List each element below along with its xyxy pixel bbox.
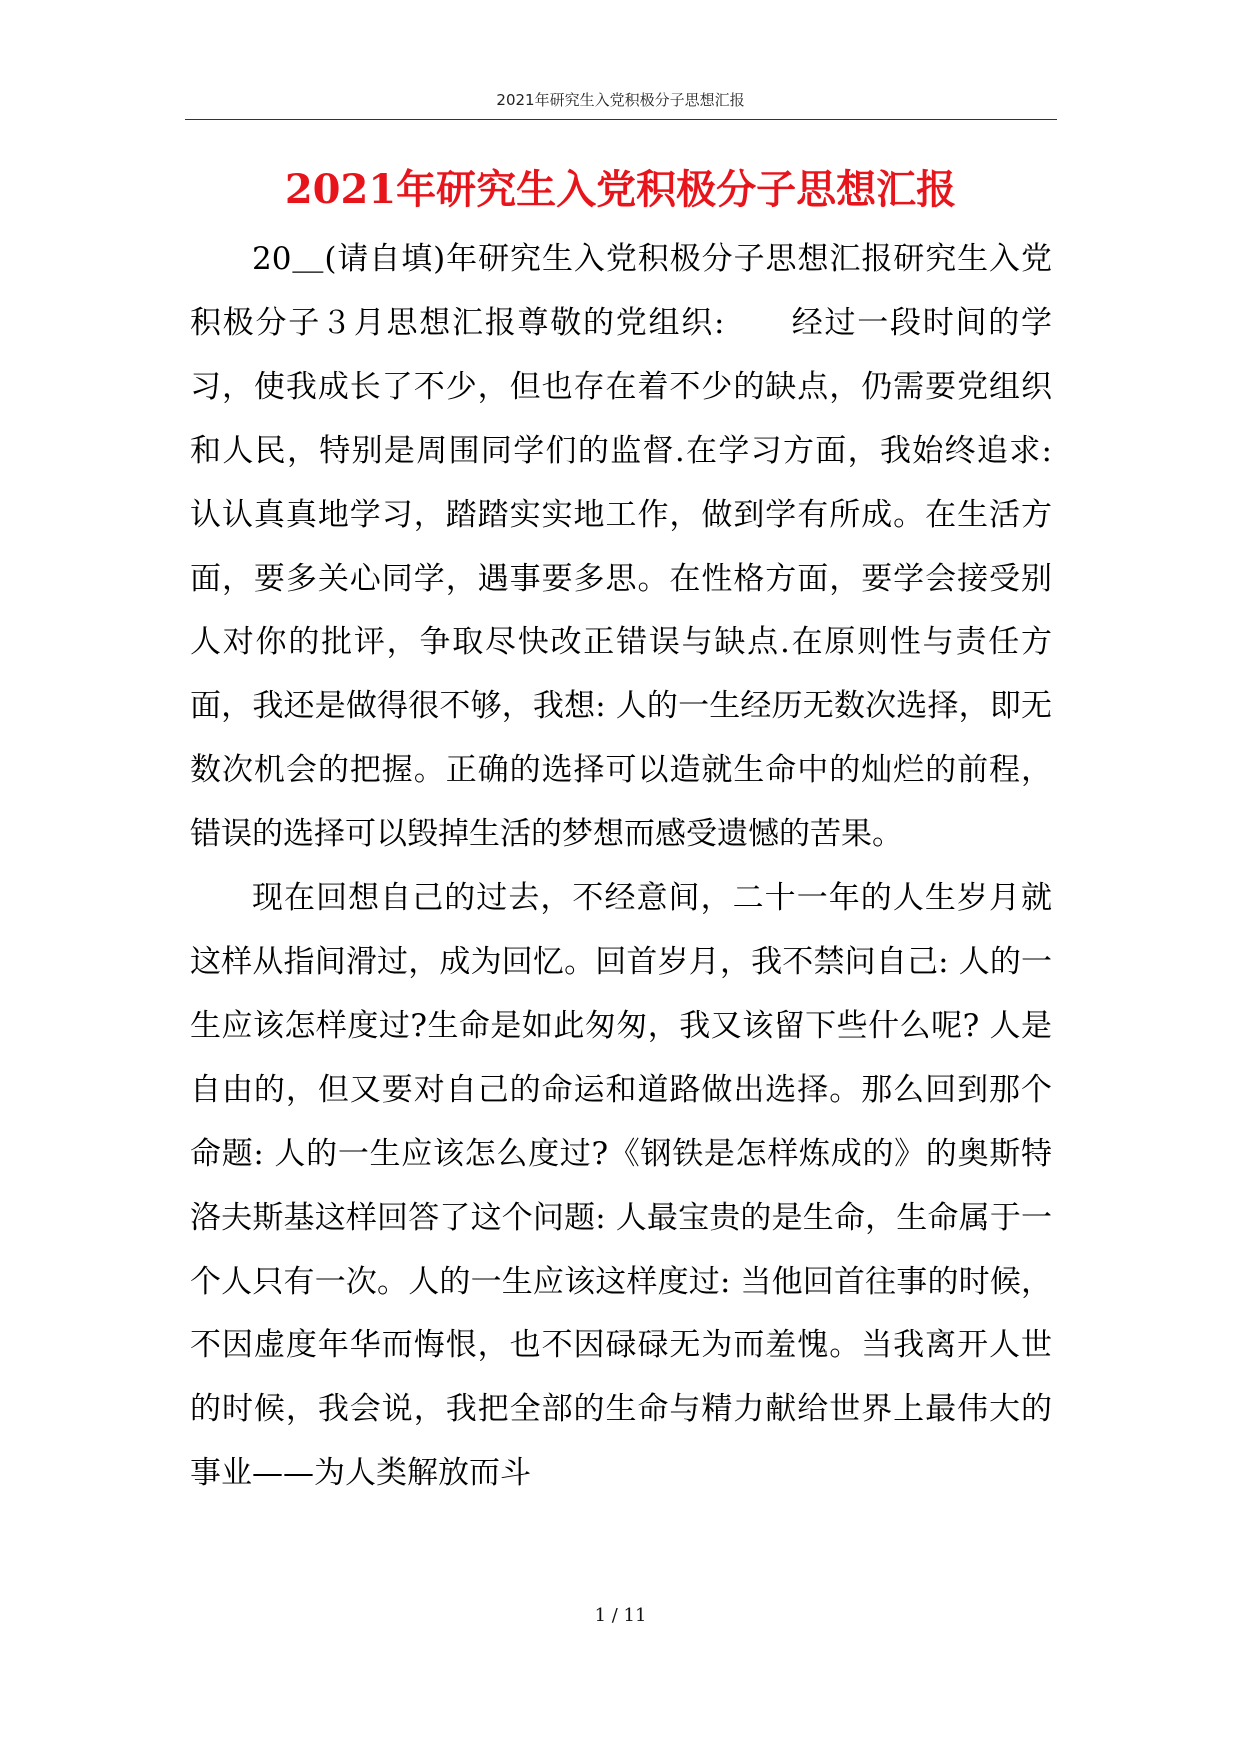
page-number: 1 / 11 (594, 1605, 647, 1626)
paragraph-2: 现在回想自己的过去，不经意间，二十一年的人生岁月就这样从指间滑过，成为回忆。回首岁月，我不禁问自己: 人的一生应该怎样度过?生命是如此匆匆，我又该留下些什么呢? 人是自由的，但又要对自己的命运和道路做出选择。那么回到那个命题: 人的一生应该怎么度过?《钢铁是怎样炼成的》的奥斯特洛夫斯基这样回答了这个问题: 人最宝贵的是生命，生命属于一个人只有一次。人的一生应该这样度过: 当他回首往事的时候，不因虚度年华而悔恨，也不因碌碌无为而羞愧。当我离开人世的时候，我会说，我把全部的生命与精力献给世界上最伟大的事业——为人类解放而斗 (190, 880, 1052, 1492)
header-divider (185, 119, 1057, 120)
running-header: 2021年研究生入党积极分子思想汇报 (496, 91, 745, 109)
document-body (190, 228, 1052, 1506)
paragraph-1: 20＿(请自填)年研究生入党积极分子思想汇报研究生入党积极分子３月思想汇报尊敬的党组织: 经过一段时间的学习，使我成长了不少，但也存在着不少的缺点，仍需要党组织和人民，特别是周围同学们的监督.在学习方面，我始终追求: 认认真真地学习，踏踏实实地工作，做到学有所成。在生活方面，要多关心同学，遇事要多思。在性格方面，要学会接受别人对你的批评，争取尽快改正错误与缺点.在原则性与责任方面，我还是做得很不够，我想: 人的一生经历无数次选择，即无数次机会的把握。正确的选择可以造就生命中的灿烂的前程，错误的选择可以毁掉生活的梦想而感受遗憾的苦果。 (190, 241, 1052, 853)
document-title: 2021年研究生入党积极分子思想汇报 (284, 166, 957, 213)
